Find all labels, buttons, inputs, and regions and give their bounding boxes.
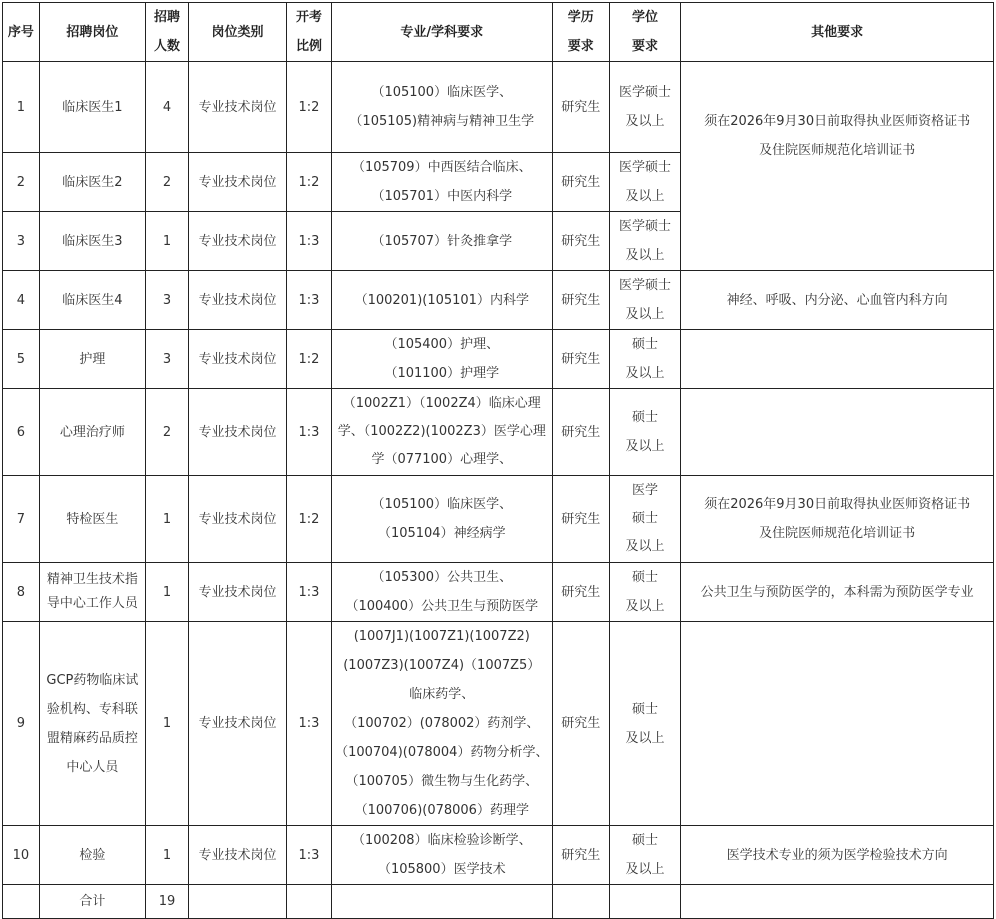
cell-education: 研究生 (552, 212, 609, 271)
table-row (3, 476, 994, 563)
cell-degree: 医学硕士 及以上 (609, 62, 681, 153)
header-category: 岗位类别 (188, 3, 286, 62)
cell-major: （105300）公共卫生、 （100400）公共卫生与预防医学 (331, 563, 552, 622)
cell-category: 专业技术岗位 (188, 212, 286, 271)
cell-degree: 硕士 及以上 (609, 826, 681, 885)
cell-degree: 医学 硕士 及以上 (609, 476, 681, 563)
cell-ratio: 1:3 (287, 389, 332, 476)
cell-major: （105100）临床医学、 （105104）神经病学 (331, 476, 552, 563)
cell-education: 研究生 (552, 153, 609, 212)
cell-position: 临床医生1 (39, 62, 145, 153)
cell-ratio: 1:3 (287, 622, 332, 826)
cell-category: 专业技术岗位 (188, 563, 286, 622)
cell-other (681, 885, 994, 919)
header-ratio: 开考 比例 (287, 3, 332, 62)
cell-major: （100201)(105101）内科学 (331, 271, 552, 330)
cell-ratio (287, 885, 332, 919)
table-row (3, 62, 994, 153)
cell-ratio: 1:3 (287, 212, 332, 271)
cell-other: 神经、呼吸、内分泌、心血管内科方向 (681, 271, 994, 330)
cell-ratio: 1:3 (287, 826, 332, 885)
header-count: 招聘 人数 (146, 3, 189, 62)
table-row (3, 622, 994, 826)
cell-no: 8 (3, 563, 40, 622)
cell-count: 2 (146, 389, 189, 476)
cell-major: (1007J1)(1007Z1)(1007Z2) (1007Z3)(1007Z4)（1007Z5） 临床药学、 （100702）(078002）药剂学、 （100704)(078004）药物分析学、 （100705）微生物与生化药学、 （100706)(078006）药理学 (331, 622, 552, 826)
cell-category: 专业技术岗位 (188, 826, 286, 885)
cell-education: 研究生 (552, 271, 609, 330)
header-no: 序号 (3, 3, 40, 62)
cell-count: 1 (146, 212, 189, 271)
cell-major: （105100）临床医学、 （105105)精神病与精神卫生学 (331, 62, 552, 153)
cell-no (3, 885, 40, 919)
cell-count: 1 (146, 476, 189, 563)
cell-position: 临床医生3 (39, 212, 145, 271)
cell-ratio: 1:3 (287, 563, 332, 622)
cell-count: 3 (146, 271, 189, 330)
cell-major: （105707）针灸推拿学 (331, 212, 552, 271)
cell-no: 5 (3, 330, 40, 389)
cell-education: 研究生 (552, 563, 609, 622)
cell-position: 临床医生4 (39, 271, 145, 330)
table-row (3, 271, 994, 330)
cell-education: 研究生 (552, 476, 609, 563)
cell-position: GCP药物临床试 验机构、专科联 盟精麻药品质控 中心人员 (39, 622, 145, 826)
cell-major (331, 885, 552, 919)
cell-education: 研究生 (552, 389, 609, 476)
cell-no: 6 (3, 389, 40, 476)
cell-major: （1002Z1）（1002Z4）临床心理 学、（1002Z2)(1002Z3）医学心理 学（077100）心理学、 (331, 389, 552, 476)
cell-education: 研究生 (552, 62, 609, 153)
cell-category: 专业技术岗位 (188, 622, 286, 826)
table-row (3, 389, 994, 476)
cell-other (681, 330, 994, 389)
cell-no: 7 (3, 476, 40, 563)
cell-education (552, 885, 609, 919)
cell-major: （100208）临床检验诊断学、 （105800）医学技术 (331, 826, 552, 885)
cell-ratio: 1:2 (287, 476, 332, 563)
cell-category (188, 885, 286, 919)
cell-ratio: 1:2 (287, 153, 332, 212)
cell-count: 4 (146, 62, 189, 153)
cell-degree: 医学硕士 及以上 (609, 153, 681, 212)
cell-no: 2 (3, 153, 40, 212)
cell-count: 1 (146, 622, 189, 826)
header-major: 专业/学科要求 (331, 3, 552, 62)
cell-other (681, 622, 994, 826)
cell-no: 3 (3, 212, 40, 271)
cell-degree: 硕士 及以上 (609, 389, 681, 476)
header-row (3, 3, 994, 62)
cell-other: 医学技术专业的须为医学检验技术方向 (681, 826, 994, 885)
cell-count: 1 (146, 826, 189, 885)
cell-category: 专业技术岗位 (188, 153, 286, 212)
recruitment-table (2, 2, 994, 919)
table-row (3, 826, 994, 885)
cell-count: 1 (146, 563, 189, 622)
cell-other: 须在2026年9月30日前取得执业医师资格证书 及住院医师规范化培训证书 (681, 476, 994, 563)
total-row (3, 885, 994, 919)
cell-no: 4 (3, 271, 40, 330)
cell-other: 须在2026年9月30日前取得执业医师资格证书 及住院医师规范化培训证书 (681, 62, 994, 271)
cell-category: 专业技术岗位 (188, 62, 286, 153)
cell-category: 专业技术岗位 (188, 271, 286, 330)
cell-ratio: 1:2 (287, 330, 332, 389)
cell-ratio: 1:2 (287, 62, 332, 153)
cell-degree: 硕士 及以上 (609, 330, 681, 389)
cell-count: 3 (146, 330, 189, 389)
header-degree: 学位 要求 (609, 3, 681, 62)
cell-position: 护理 (39, 330, 145, 389)
cell-no: 10 (3, 826, 40, 885)
cell-category: 专业技术岗位 (188, 330, 286, 389)
cell-other (681, 389, 994, 476)
cell-no: 1 (3, 62, 40, 153)
cell-degree: 硕士 及以上 (609, 563, 681, 622)
cell-major: （105709）中西医结合临床、 （105701）中医内科学 (331, 153, 552, 212)
cell-education: 研究生 (552, 826, 609, 885)
cell-position: 检验 (39, 826, 145, 885)
cell-degree: 硕士 及以上 (609, 622, 681, 826)
header-position: 招聘岗位 (39, 3, 145, 62)
cell-position: 精神卫生技术指 导中心工作人员 (39, 563, 145, 622)
cell-major: （105400）护理、 （101100）护理学 (331, 330, 552, 389)
cell-position: 心理治疗师 (39, 389, 145, 476)
cell-no: 9 (3, 622, 40, 826)
cell-category: 专业技术岗位 (188, 476, 286, 563)
header-education: 学历 要求 (552, 3, 609, 62)
cell-count: 2 (146, 153, 189, 212)
cell-degree: 医学硕士 及以上 (609, 212, 681, 271)
header-other: 其他要求 (681, 3, 994, 62)
cell-position: 临床医生2 (39, 153, 145, 212)
cell-ratio: 1:3 (287, 271, 332, 330)
cell-education: 研究生 (552, 622, 609, 826)
cell-degree: 医学硕士 及以上 (609, 271, 681, 330)
table-row (3, 563, 994, 622)
cell-position: 特检医生 (39, 476, 145, 563)
total-count: 19 (146, 885, 189, 919)
cell-category: 专业技术岗位 (188, 389, 286, 476)
table-row (3, 330, 994, 389)
cell-education: 研究生 (552, 330, 609, 389)
cell-degree (609, 885, 681, 919)
total-label: 合计 (39, 885, 145, 919)
cell-other: 公共卫生与预防医学的，本科需为预防医学专业 (681, 563, 994, 622)
